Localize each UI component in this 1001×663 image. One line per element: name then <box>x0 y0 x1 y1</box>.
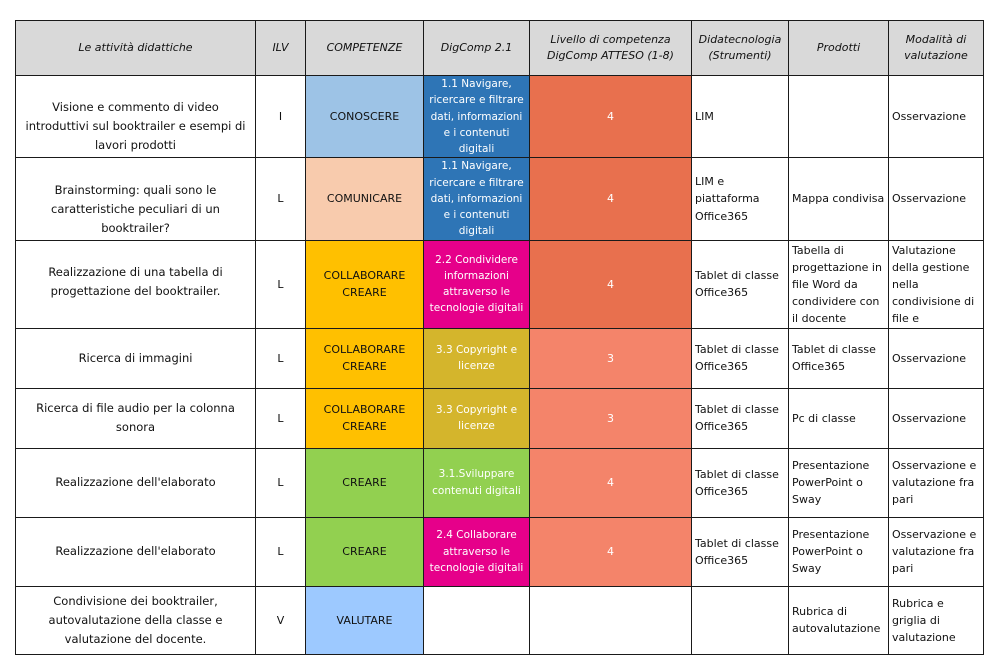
products-cell: Pc di classe <box>789 388 889 448</box>
products-cell <box>789 76 889 158</box>
competence-cell: COLLABORARE CREARE <box>306 328 424 388</box>
competence-cell: CREARE <box>306 517 424 586</box>
digcomp-cell: 3.3 Copyright e licenze <box>424 388 530 448</box>
activity-cell: Ricerca di immagini <box>16 328 256 388</box>
header-competenze: COMPETENZE <box>306 21 424 76</box>
ilv-cell: L <box>256 448 306 517</box>
ilv-cell: L <box>256 517 306 586</box>
activity-cell: Realizzazione dell'elaborato <box>16 517 256 586</box>
table-row <box>16 76 984 158</box>
header-prodotti: Prodotti <box>789 21 889 76</box>
competence-cell: CREARE <box>306 448 424 517</box>
level-cell: 4 <box>530 76 692 158</box>
tools-cell: Tablet di classe Office365 <box>692 328 789 388</box>
table-row <box>16 388 984 448</box>
products-cell: Tablet di classe Office365 <box>789 328 889 388</box>
header-digcomp: DigComp 2.1 <box>424 21 530 76</box>
activity-cell: Brainstorming: quali sono le caratteristiche peculiari di un booktrailer? <box>16 158 256 240</box>
activity-cell: Ricerca di file audio per la colonna sonora <box>16 388 256 448</box>
evaluation-cell: Osservazione e valutazione fra pari <box>889 517 984 586</box>
activity-cell: Condivisione dei booktrailer, autovalutazione della classe e valutazione del docente. <box>16 586 256 654</box>
activity-cell: Realizzazione dell'elaborato <box>16 448 256 517</box>
evaluation-cell: Osservazione <box>889 76 984 158</box>
ilv-cell: L <box>256 240 306 328</box>
evaluation-text: Valutazione della gestione nella condivisione di file e <box>892 244 975 326</box>
evaluation-cell: Osservazione <box>889 328 984 388</box>
tools-cell: Tablet di classe Office365 <box>692 388 789 448</box>
level-cell: 3 <box>530 388 692 448</box>
ilv-cell: V <box>256 586 306 654</box>
header-didatecnologia: Didatecnologia (Strumenti) <box>692 21 789 76</box>
evaluation-cell: Osservazione <box>889 388 984 448</box>
ilv-cell: I <box>256 76 306 158</box>
ilv-cell: L <box>256 328 306 388</box>
header-attivita: Le attività didattiche <box>16 21 256 76</box>
products-cell: Presentazione PowerPoint o Sway <box>789 517 889 586</box>
level-cell: 4 <box>530 517 692 586</box>
competence-cell: COMUNICARE <box>306 158 424 240</box>
evaluation-cell: Rubrica e griglia di valutazione <box>889 586 984 654</box>
digcomp-cell: 1.1 Navigare, ricercare e filtrare dati, informazioni e i contenuti digitali <box>424 76 530 158</box>
activity-cell: Realizzazione di una tabella di progettazione del booktrailer. <box>16 240 256 328</box>
products-cell: Tabella di progettazione in file Word da condividere con il docente <box>789 240 889 328</box>
level-cell: 4 <box>530 158 692 240</box>
tools-cell: Tablet di classe Office365 <box>692 517 789 586</box>
evaluation-cell <box>889 240 984 328</box>
digcomp-cell <box>424 586 530 654</box>
tools-cell: Tablet di classe Office365 <box>692 448 789 517</box>
level-cell <box>530 586 692 654</box>
level-cell: 4 <box>530 448 692 517</box>
digcomp-cell: 3.1.Sviluppare contenuti digitali <box>424 448 530 517</box>
digcomp-cell: 2.4 Collaborare attraverso le tecnologie digitali <box>424 517 530 586</box>
tools-cell: LIM <box>692 76 789 158</box>
digcomp-cell: 2.2 Condividere informazioni attraverso le tecnologie digitali <box>424 240 530 328</box>
level-cell: 3 <box>530 328 692 388</box>
table-row <box>16 158 984 240</box>
tools-cell <box>692 586 789 654</box>
digcomp-cell: 3.3 Copyright e licenze <box>424 328 530 388</box>
competence-cell: CONOSCERE <box>306 76 424 158</box>
table-row <box>16 328 984 388</box>
evaluation-cell: Osservazione e valutazione fra pari <box>889 448 984 517</box>
competence-cell: COLLABORARE CREARE <box>306 388 424 448</box>
ilv-cell: L <box>256 158 306 240</box>
header-row <box>16 21 984 76</box>
tools-cell: LIM e piattaforma Office365 <box>692 158 789 240</box>
products-cell: Mappa condivisa <box>789 158 889 240</box>
header-modalita: Modalità di valutazione <box>889 21 984 76</box>
table-row <box>16 240 984 328</box>
table-row <box>16 448 984 517</box>
products-cell: Rubrica di autovalutazione <box>789 586 889 654</box>
didactic-activities-table <box>15 20 984 655</box>
header-ilv: ILV <box>256 21 306 76</box>
header-livello: Livello di competenza DigComp ATTESO (1-8) <box>530 21 692 76</box>
table-row <box>16 517 984 586</box>
tools-cell: Tablet di classe Office365 <box>692 240 789 328</box>
competence-cell: COLLABORARE CREARE <box>306 240 424 328</box>
competence-cell: VALUTARE <box>306 586 424 654</box>
digcomp-cell: 1.1 Navigare, ricercare e filtrare dati, informazioni e i contenuti digitali <box>424 158 530 240</box>
level-cell: 4 <box>530 240 692 328</box>
ilv-cell: L <box>256 388 306 448</box>
table-row <box>16 586 984 654</box>
activity-cell: Visione e commento di video introduttivi sul booktrailer e esempi di lavori prodotti <box>16 76 256 158</box>
evaluation-cell: Osservazione <box>889 158 984 240</box>
products-cell: Presentazione PowerPoint o Sway <box>789 448 889 517</box>
